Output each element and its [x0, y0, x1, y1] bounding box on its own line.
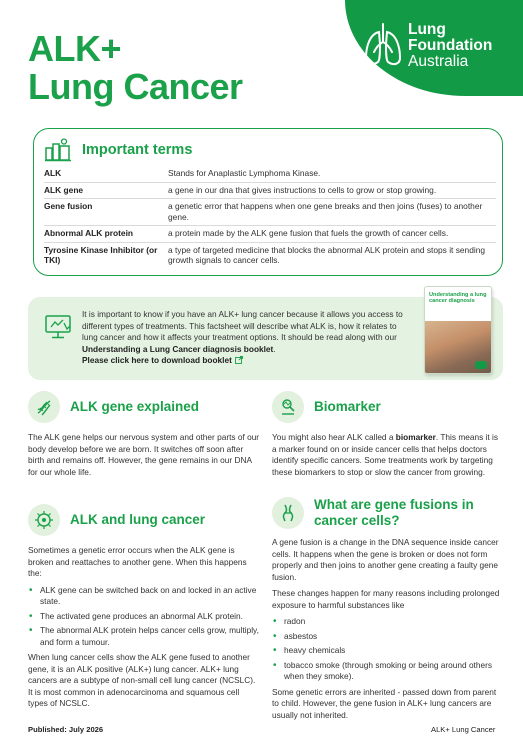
section-alk-gene-title: ALK gene explained: [70, 399, 200, 414]
term-definition: a genetic error that happens when one gene breaks and then joins (fuses) to another gene.: [168, 199, 496, 226]
terms-row: [44, 199, 496, 226]
term-definition: a gene in our dna that gives instructions to cells to grow or stop growing.: [168, 182, 496, 199]
section-alk-lung-header: [28, 504, 205, 536]
section-alk-gene-body: [28, 432, 260, 483]
external-link-icon[interactable]: [235, 356, 243, 364]
terms-table: [44, 166, 496, 269]
fusions-paragraph-2: These changes happen for many reasons including prolonged exposure to harmful substances like: [272, 588, 500, 610]
microscope-icon: [272, 391, 304, 423]
brand-line1: Lung: [408, 21, 446, 38]
dna-icon: [28, 391, 60, 423]
terms-row: [44, 166, 496, 182]
biomarker-text1: You might also hear ALK called a: [272, 432, 396, 442]
footer-published: Published: July 2026: [28, 725, 104, 734]
biomarker-paragraph: [272, 432, 500, 478]
booklet-logo: [475, 361, 487, 369]
section-fusions-title-line1: What are gene fusions in: [314, 497, 474, 512]
page-title-line2: Lung Cancer: [28, 66, 243, 107]
alk-gene-paragraph: The ALK gene helps our nervous system and other parts of our body develop before we are born. It switches off soon after birth and remains off. However, the gene remains in our DNA for our whole life.: [28, 432, 260, 477]
cell-icon: [28, 504, 60, 536]
fusions-paragraph-1: A gene fusion is a change in the DNA sequence inside cancer cells. It happens when the gene is broken or does not form properly and then joins to another gene creating a faulty gene fusion.: [272, 537, 499, 582]
term-label: ALK: [44, 166, 168, 182]
footer-doc-title: ALK+ Lung Cancer: [431, 725, 496, 734]
biomarker-bold: biomarker: [395, 432, 436, 442]
fusions-paragraph-3: Some genetic errors are inherited - passed down from parent to child. However, the gene fusion in ALK+ lung cancers are usually not inherited.: [272, 686, 497, 720]
list-item: • The activated gene produces an abnormal ALK protein.: [28, 611, 260, 623]
alk-lung-outro: When lung cancer cells show the ALK gene fused to another gene, it is an ALK positive (ALK+) lung cancer. ALK+ lung cancers are a subtype of non-small cell lung cancer (NCSLC). It is most common in adenocarcinoma and squamous cell types of NCSLC.: [28, 652, 256, 708]
section-biomarker-title: Biomarker: [314, 399, 381, 414]
section-biomarker-body: [272, 432, 500, 483]
term-label: Abnormal ALK protein: [44, 226, 168, 243]
booklet-cover-title: Understanding a lung cancer diagnosis: [429, 292, 487, 305]
chromosome-icon: [272, 497, 304, 529]
terms-row: [44, 226, 496, 243]
section-fusions-title-line2: cancer cells?: [314, 513, 400, 528]
computer-icon: [44, 313, 74, 341]
alk-lung-bullets: [28, 585, 260, 649]
term-label: Gene fusion: [44, 199, 168, 226]
term-definition: a protein made by the ALK gene fusion that fuels the growth of cancer cells.: [168, 226, 496, 243]
books-icon: [44, 138, 72, 162]
terms-header: [44, 138, 192, 162]
section-fusions-title: [314, 497, 474, 529]
alk-lung-intro: Sometimes a genetic error occurs when the ALK gene is broken and reattaches to another gene. When this happens the:: [28, 545, 247, 578]
section-biomarker-header: [272, 391, 381, 423]
page-title-line1: ALK+: [28, 28, 122, 69]
list-item: • The abnormal ALK protein helps cancer cells grow, multiply, and form a tumour.: [28, 625, 260, 648]
info-text: [82, 309, 412, 367]
list-item: • tobacco smoke (through smoking or being around others when they smoke).: [272, 660, 500, 683]
page-title: [28, 30, 243, 106]
term-label: Tyrosine Kinase Inhibitor (or TKI): [44, 244, 158, 265]
section-alk-gene-header: [28, 391, 199, 423]
terms-row: [44, 182, 496, 199]
list-item: • heavy chemicals: [272, 645, 500, 657]
info-period: .: [273, 343, 276, 354]
section-fusions-body: [272, 537, 500, 726]
term-definition: Stands for Anaplastic Lymphoma Kinase.: [168, 166, 496, 182]
brand-logo-text: [408, 22, 492, 70]
section-fusions-header: [272, 497, 474, 529]
terms-title: Important terms: [82, 142, 193, 158]
download-booklet-link[interactable]: Please click here to download booklet: [82, 355, 232, 366]
brand-line2: Foundation: [408, 37, 493, 54]
list-item: • ALK gene can be switched back on and locked in an active state.: [28, 585, 260, 608]
lungs-logo-icon: [364, 22, 402, 68]
brand-line3: Australia: [408, 53, 469, 70]
biomarker-text2: . This means it is a marker found on or inside cancer cells that helps doctors identify specific cancers. Some treatments work by targeting these biomarkers to stop or slow the cancer from growing.: [272, 432, 498, 477]
section-alk-lung-title: ALK and lung cancer: [70, 512, 206, 527]
list-item: • radon: [272, 616, 500, 628]
booklet-cover-image[interactable]: [424, 286, 492, 374]
term-label: ALK gene: [44, 182, 168, 199]
list-item: • asbestos: [272, 631, 500, 643]
fusions-bullets: [272, 616, 500, 683]
info-body: It is important to know if you have an ALK+ lung cancer because it allows you access to different types of treatments. This factsheet will describe what ALK is, how it relates to lung cancer and how it affects your treatment options. It should be read along with our: [82, 309, 403, 343]
terms-row: [44, 242, 496, 269]
term-definition: a type of targeted medicine that blocks the abnormal ALK protein and stops it sending growth signals to cancer cells.: [168, 244, 486, 265]
info-booklet-name: Understanding a Lung Cancer diagnosis booklet: [82, 343, 274, 354]
section-alk-lung-body: [28, 545, 260, 715]
